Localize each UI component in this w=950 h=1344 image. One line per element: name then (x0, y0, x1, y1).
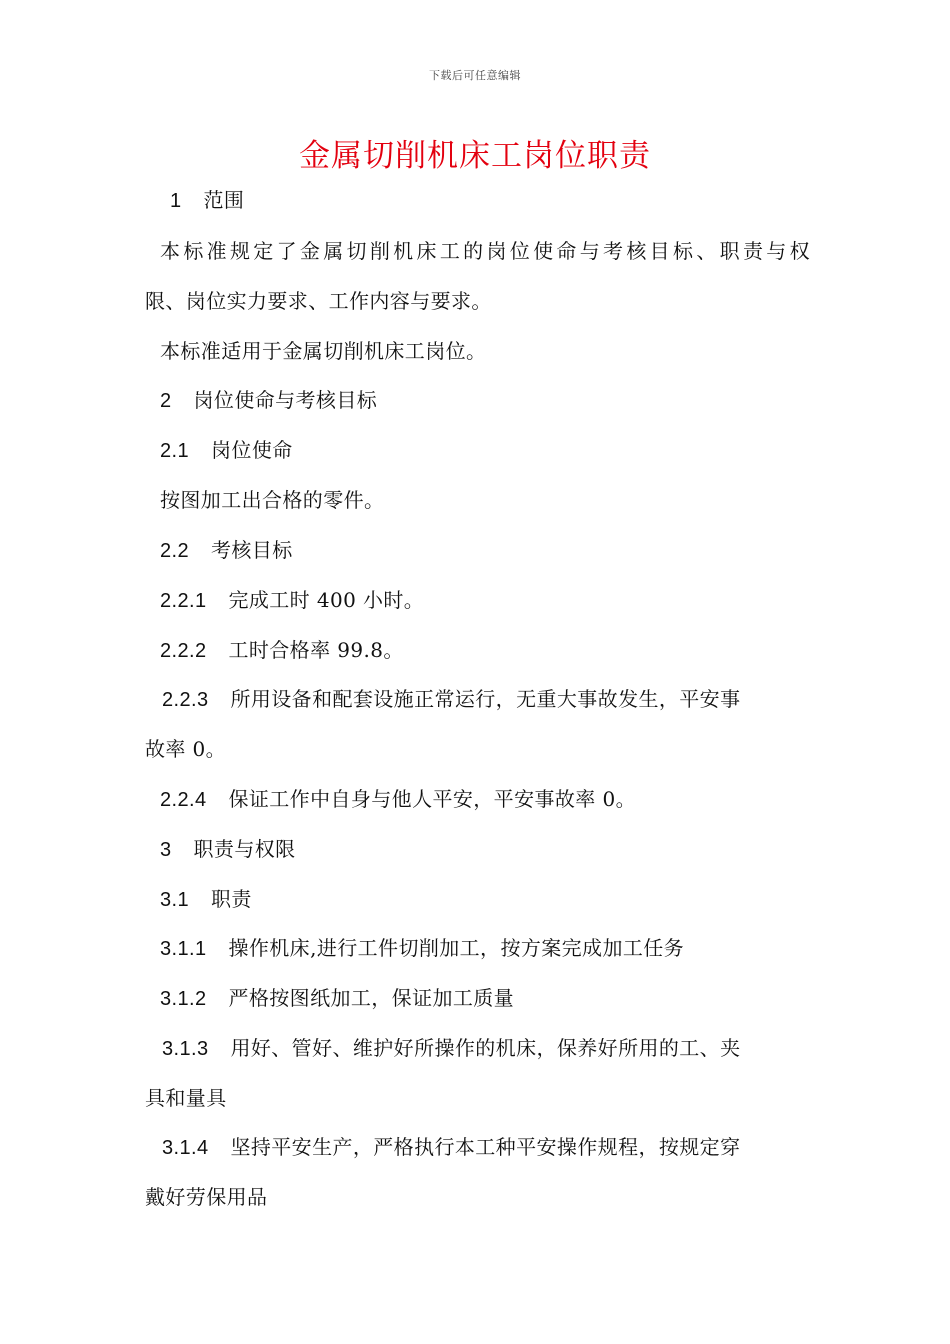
paragraph-scope-line-2: 限、岗位实力要求、工作内容与要求。 (145, 289, 492, 313)
item-3-1-3 (162, 1034, 740, 1063)
header-note: 下载后可任意编辑 (429, 69, 521, 82)
section-text: 岗位使命与考核目标 (193, 388, 378, 412)
section-2-2-heading (160, 536, 293, 565)
section-number: 2.2 (160, 540, 190, 562)
item-2-2-1 (160, 586, 424, 615)
item-text: 完成工时 400 小时。 (228, 588, 425, 612)
paragraph-mission: 按图加工出合格的零件。 (160, 488, 385, 512)
item-text: 操作机床,进行工件切削加工，按方案完成加工任务 (228, 936, 685, 960)
item-text: 保证工作中自身与他人平安，平安事故率 0。 (228, 787, 636, 811)
section-number: 1 (170, 190, 182, 212)
section-2-1-heading (160, 436, 293, 465)
item-text: 所用设备和配套设施正常运行，无重大事故发生，平安事 (230, 687, 741, 711)
item-number: 3.1.3 (162, 1038, 209, 1060)
item-number: 3.1.2 (160, 988, 207, 1010)
section-3-1-heading (160, 885, 252, 914)
item-number: 2.2.2 (160, 640, 207, 662)
section-text: 岗位使命 (211, 438, 293, 462)
item-number: 2.2.1 (160, 590, 207, 612)
section-number: 3 (160, 839, 172, 861)
paragraph-applicability: 本标准适用于金属切削机床工岗位。 (160, 339, 487, 363)
item-text: 坚持平安生产，严格执行本工种平安操作规程，按规定穿 (230, 1135, 741, 1159)
section-text: 职责 (211, 887, 252, 911)
item-number: 3.1.4 (162, 1137, 209, 1159)
section-2-heading (160, 386, 377, 415)
item-number: 3.1.1 (160, 938, 207, 960)
item-3-1-2 (160, 984, 514, 1013)
section-text: 职责与权限 (193, 837, 296, 861)
item-3-1-4 (162, 1133, 740, 1162)
item-text: 严格按图纸加工，保证加工质量 (228, 986, 515, 1010)
item-2-2-3 (162, 685, 740, 714)
item-text: 工时合格率 99.8。 (228, 638, 404, 662)
document-title: 金属切削机床工岗位职责 (299, 138, 651, 174)
section-number: 3.1 (160, 889, 190, 911)
item-3-1-3-continued: 具和量具 (145, 1086, 227, 1110)
item-3-1-4-continued: 戴好劳保用品 (145, 1185, 268, 1209)
section-1-heading (170, 186, 244, 215)
section-number: 2 (160, 390, 172, 412)
item-number: 2.2.4 (160, 789, 207, 811)
section-text: 考核目标 (211, 538, 293, 562)
section-text: 范围 (203, 188, 245, 212)
item-text: 用好、管好、维护好所操作的机床，保养好所用的工、夹 (230, 1036, 741, 1060)
paragraph-scope-line-1: 本标准规定了金属切削机床工的岗位使命与考核目标、职责与权 (160, 239, 810, 263)
item-2-2-4 (160, 785, 636, 814)
section-3-heading (160, 835, 296, 864)
item-2-2-3-continued: 故率 0。 (145, 737, 227, 761)
section-number: 2.1 (160, 440, 190, 462)
item-number: 2.2.3 (162, 689, 209, 711)
item-3-1-1 (160, 934, 684, 963)
item-2-2-2 (160, 636, 404, 665)
